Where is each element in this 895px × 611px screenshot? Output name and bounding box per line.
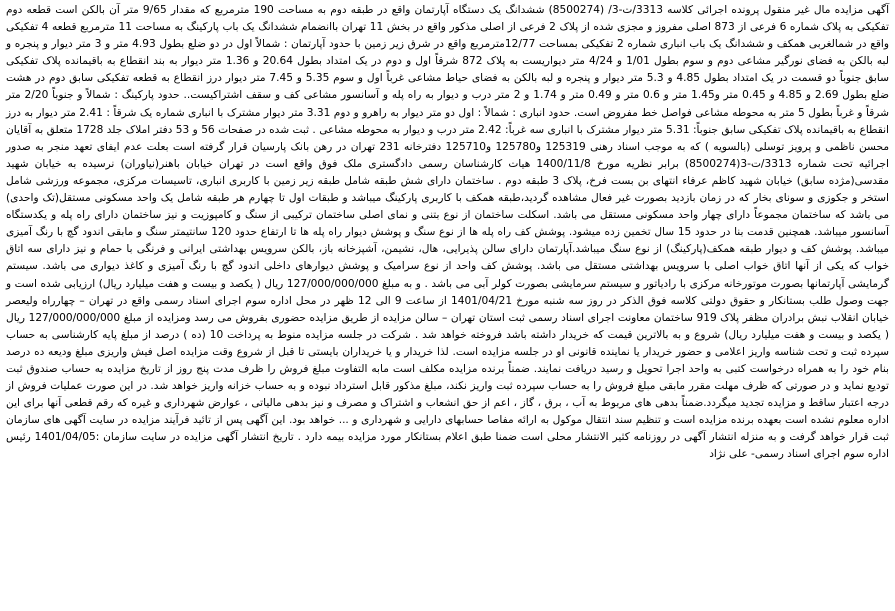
auction-notice-text: آگهی مزایده مال غیر منقول پرونده اجرائی کلاسه 3313/ت-3/ (8500274) ششدانگ یک دستگاه آپارتمان واقع در طبقه دوم به مساحت 190 مترمربع که مقدار 9/65 متر آن بالکن است قطعه دوم تفکیکی به پلاک شماره 6 فرعی از 873 اصلی مفروز و مجزی شده از پلاک 2 فرعی از اصلی مذکور واقع در بخش 11 تهران باانضمام ششدانگ یک باب پارکینگ به مساحت 11 مترمربع قطعه 4 تفکیکی واقع در شمالغربی همکف و ششدانگ یک باب انباری شماره 2 تفکیکی بمساحت 12/77مترمربع واقع در شرق زیر زمین با حدود آپارتمان : شمالاً اول در دو ضلع بطول 4.93 متر و 3 متر دیوار و پنجره و لبه بالکن به فضای نورگیر مشاعی دوم و سوم بطول 1/01 و 4/24 متر دیواریست به پلاک 872 شرقاً اول و دوم در یک امتداد بطول 20.64 و 1.36 متر دیوار به بند انقطاع به باقیمانده پلاک تفکیکی سابق جنوباً دو قسمت در یک امتداد بطول 4.85 و 5.3 متر دیوار و پنجره و لبه بالکن به فضای حیاط مشاعی غرباً اول و سوم 5.35 و 7.45 متر دیوار درز انقطاع به قطعه تفکیکی سابق دوم در هشت ضلع بطول 2.69 و 4.85 و 0.45 متر و1.45 متر و 0.6 متر و 0.49 متر و 1.74 و 2 متر درب و دیوار به راه پله و آسانسور مشاعی کف و سقف اشتراکیست.. حدود پارکینگ : شمالاً و جنوباً 2/20 متر شرقاً و غرباً بطول 5 متر به محوطه مشاعی فواصل خط مفروض است. حدود انباری : شمالاً : اول دو متر دیوار به راهرو و دوم 3.31 متر دیوار مشترک با انباری شماره یک شرقاً : 2.41 متر دیوار به درز انقطاع به باقیمانده پلاک تفکیکی سابق جنوباً: 5.31 متر دیوار مشترک با انباری سه غرباً: 2.42 متر درب و دیوار به محوطه مشاعی . ثبت شده در صفحات 56 و 53 دفتر املاک جلد 1728 متعلق به آقایان محسن ناظمی و پرویز توسلی (بالسویه ) که به موجب اسناد رهنی 125319 و125780 و125710 دفترخانه 231 تهران در رهن بانک پارسیان قرار گرفته است بعلت عدم ایفای تعهد منجر به صدور اجرائیه تحت شماره 3313/ت-3(8500274) برابر نظریه مورخ 1400/11/8 هیات کارشناسان رسمی دادگستری ملک فوق واقع است در تهران خیابان باهنر(نیاوران) نرسیده به خیابان شهید مقدسی(مژده سابق) خیابان شهید کاظم عرفاء انتهای بن بست فرخ، پلاک 3 طبقه دوم . ساختمان دارای شش طبقه شامل طبقه زیر زمین با کاربری انباری، تاسیسات مرکزی، مجموعه ورزشی شامل استخر و جکوزی و سونای بخار که در زمان بازدید بصورت غیر فعال مشاهده گردید،طبقه همکف با کاربری پارکینگ میباشد و طبقات اول تا چهارم هر طبقه شامل یک واحد مسکونی مستقل(تک واحدی) می باشد که ساختمان مجموعاً دارای چهار واحد مسکونی مستقل می باشد. اسکلت ساختمان از نوع بتنی و نمای اصلی ساختمان ترکیبی از سنگ و کامپوزیت و نیز ساختمان دارای راه پله و یکدستگاه آسانسور میباشد. همچنین قدمت بنا در حدود 15 سال تخمین زده میشود. پوشش کف راه پله ها از نوع سنگ و پوشش دیوار راه پله ها تا ارتفاع حدود 120 سانتیمتر سنگ و مابقی اندود گچ با رنگ آمیزی میباشد. پوشش کف و دیوار طبقه همکف(پارکینگ) از نوع سنگ میباشد.آپارتمان دارای سالن پذیرایی، هال، نشیمن، آشپزخانه باز، بالکن سرویس بهداشتی ایرانی و فرنگی با حمام و نیز دارای سه اتاق خواب که یکی از آنها اتاق خواب اصلی با سرویس بهداشتی مستقل می باشد. پوشش کف واحد از نوع سرامیک و پوشش دیوارهای داخلی اندود گچ با رنگ آمیزی و کاغذ دیواری می باشد. سیستم گرمایشی آپارتمانها بصورت موتورخانه مرکزی با رادیاتور و سیستم سرمایشی بصورت کولر آبی می باشد . و به مبلغ 127/000/000/000 ریال ( یکصد و بیست و هفت میلیارد ریال) ارزیابی شده است و جهت وصول طلب بستانکار و حقوق دولتی کلاسه فوق الذکر در روز سه شنبه مورخ 1401/04/21 از ساعت 9 الی 12 ظهر در محل اداره سوم اجرای اسناد رسمی واقع در تهران – چهارراه ولیعصر خیابان انقلاب نبش برادران مظفر پلاک 919 ساختمان معاونت اجرای اسناد رسمی ثبت استان تهران – سالن مزایده از طریق مزایده حضوری بفروش می رسد ومزایده از مبلغ 127/000/000/000 ریال ( یکصد و بیست و هفت میلیارد ریال) شروع و به بالاترین قیمت که خریدار داشته باشد فروخته خواهد شد . شرکت در جلسه مزایده منوط به پرداخت 10 (ده ) درصد از مبلغ پایه کارشناسی به حساب سپرده ثبت و تحت شناسه واریز اعلامی و حضور خریدار یا نماینده قانونی او در جلسه مزایده است. لذا خریدار و یا خریداران بایستی تا قبل از شروع وقت مزایده اصل فیش واریزی مبلغ ودیعه ده درصد بنام خود را به همراه درخواست کتبی به واحد اجرا تحویل و رسید دریافت نمایند. ضمناً برنده مزایده مکلف است مابه التفاوت مبلغ فروش را ظرف مدت پنج روز از تاریخ مزایده به حساب صندوق ثبت تودیع نماید و در صورتی که ظرف مهلت مقرر مابقی مبلغ فروش را به حساب سپرده ثبت واریز نکند، مبلغ مذکور قابل استرداد نبوده و به حساب خزانه واریز خواهد شد. در این صورت عملیات فروش از درجه اعتبار ساقط و مزایده تجدید میگردد.ضمناً بدهی های مربوط به آب ، برق ، گاز ، اعم از حق انشعاب و اشتراک و مصرف و نیز بدهی مالیاتی ، عوارض شهرداری و غیره که رقم قطعی آنها برای این اداره معلوم نشده است بعهده برنده مزایده است و تنظیم سند انتقال موکول به ارائه مفاصا حسابهای دارایی و شهرداری و ... خواهد بود. این آگهی پس از تائید فرآیند مزایده در سایت آگهی های سازمان ثبت قرار خواهد گرفت و به منزله انتشار آگهی در روزنامه کثیر الانتشار محلی است ضمنا طبق اعلام بستانکار مورد مزایده بیمه دارد . تاریخ انتشار آگهی مزایده در سایت سازمان :1401/04/05 رئیس اداره سوم اجرای اسناد رسمی- علی نژاد [6,4,890,461]
